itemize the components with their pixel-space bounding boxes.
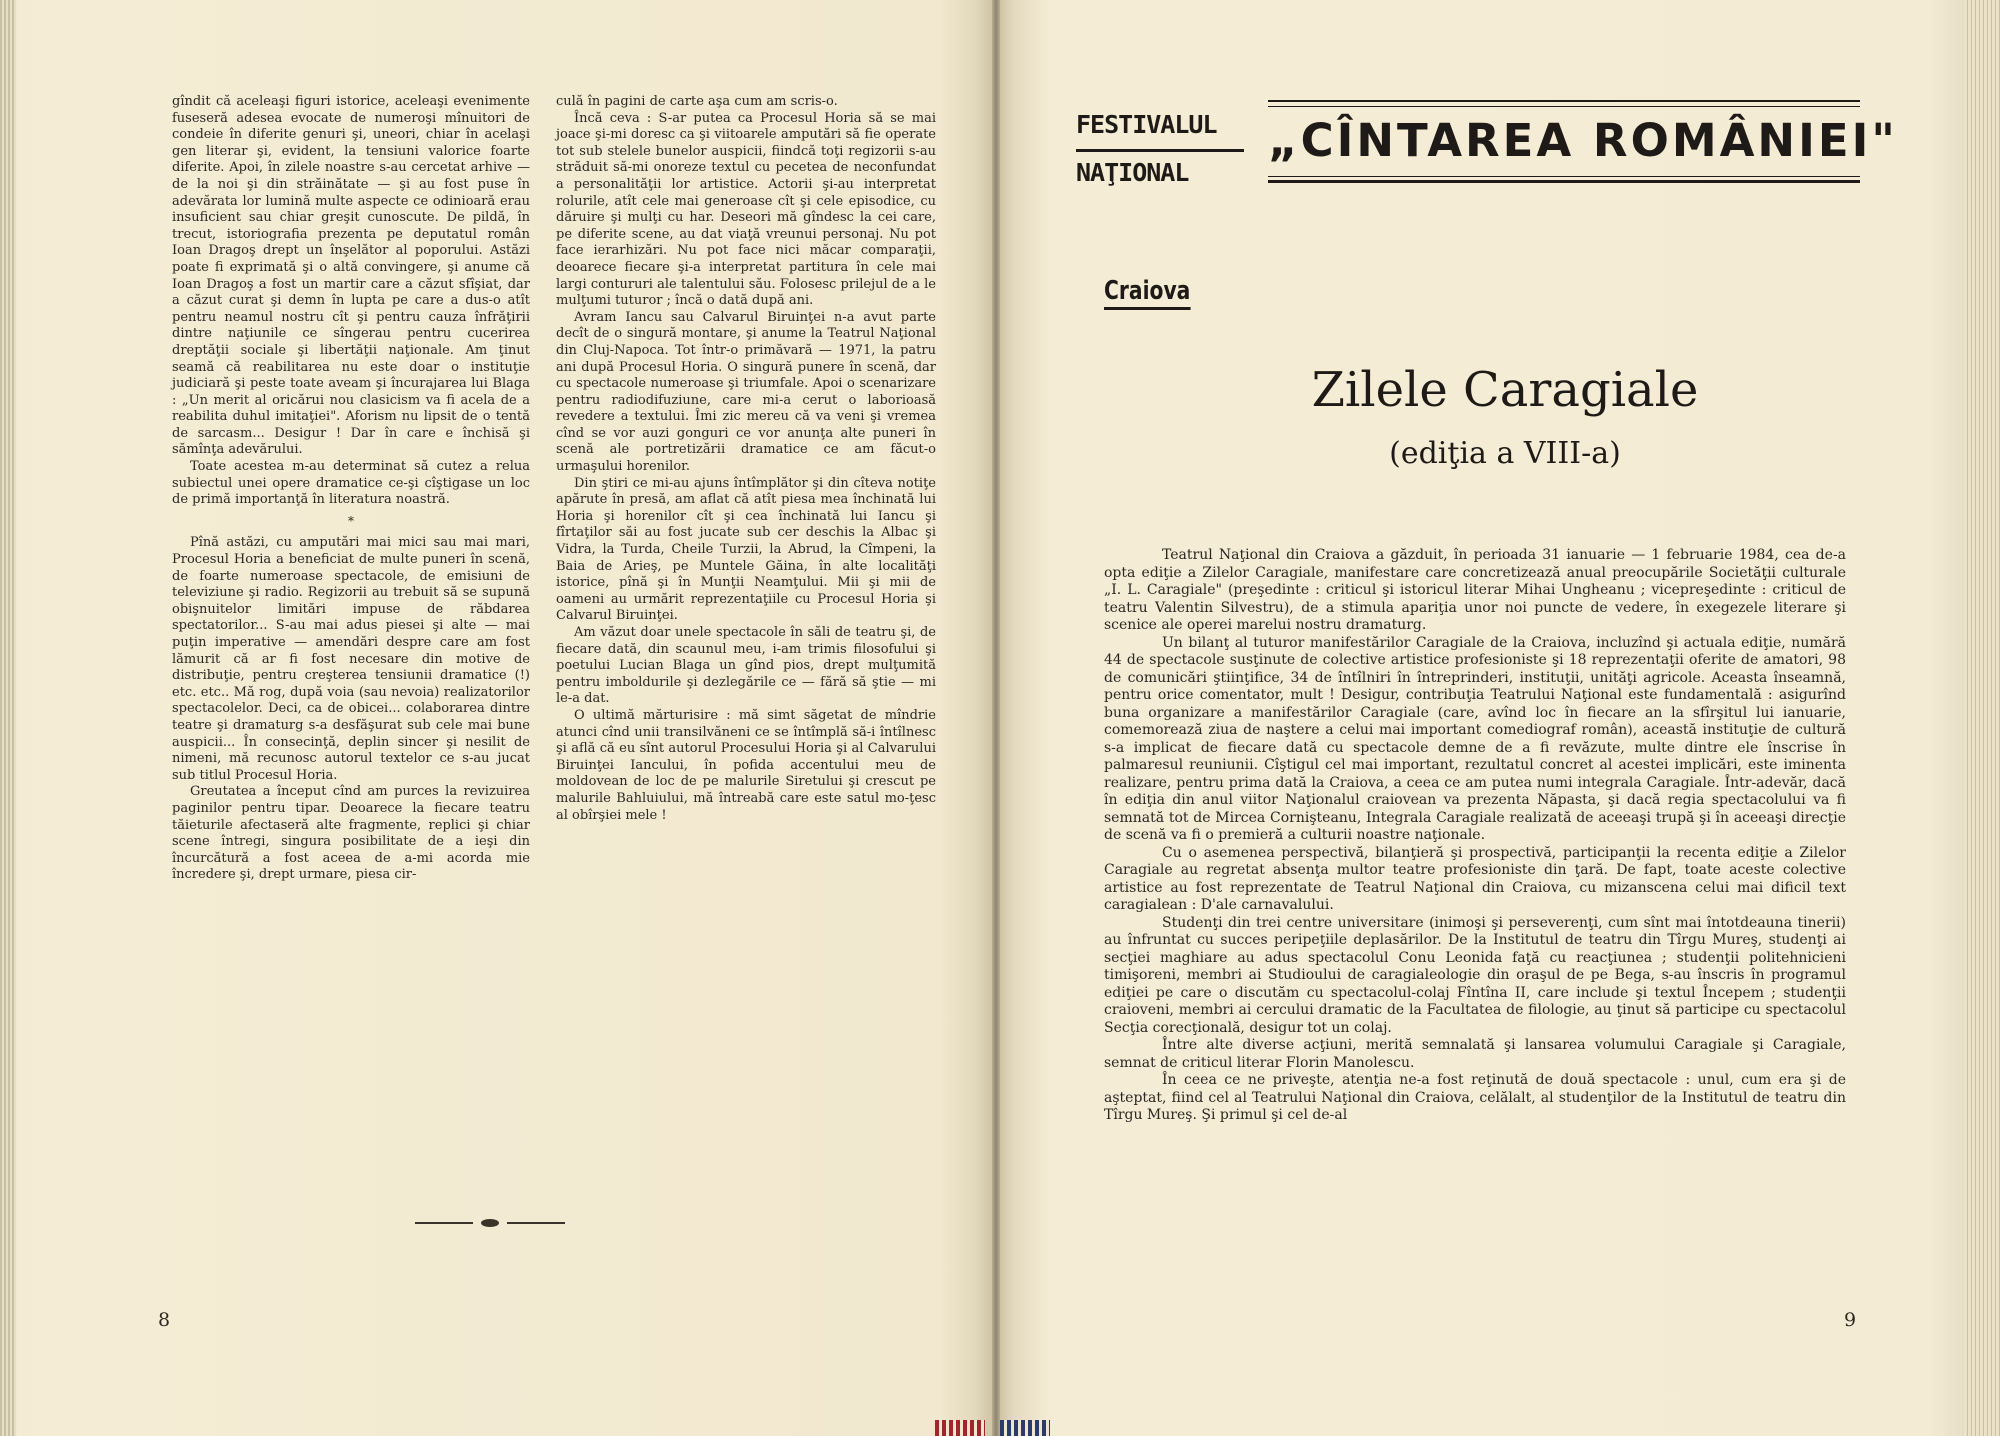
page-number: 9 [1844,1309,1857,1331]
banner-rule [1268,180,1860,183]
ornament-rule [415,1222,473,1224]
page-number: 8 [158,1309,171,1331]
banner-title: „CÎNTAREA ROMÂNIEI" [1268,114,1898,167]
festival-banner [1268,100,1898,190]
banner-rule [1268,176,1860,177]
paragraph: Pînă astăzi, cu amputări mai mici sau mai mari, Procesul Horia a beneficiat de multe puneri în scenă, de foarte numeroase spectacole, de emisiuni de televiziune şi radio. Regizorii au trebuit să se supună obişnuitelor limitări impuse de răbdarea spectatorilor... S-au mai adus piesei şi alte — mai puţin imperative — amendări despre care am fost lămurit că ar fi fost necesare din motive de distribuţie, pentru creşterea tensiunii dramatice (!) etc. etc.. Mă rog, după voia (sau nevoia) realizatorilor spectacolelor. Deci, ca de obicei... colaborarea dintre teatre şi dramaturg s-a desfăşurat sub cele mai bune auspicii... În consecinţă, deplin sincer şi nesilit de nimeni, mă recunosc autorul textelor ce s-au jucat sub titlul Procesul Horia. [172,535,530,783]
paragraph: culă în pagini de carte aşa cum am scris-o. [556,94,838,109]
spine-headband [935,1420,985,1436]
paragraph: Un bilanţ al tuturor manifestărilor Caragiale de la Craiova, incluzînd şi actuala ediţie, numără 44 de spectacole susţinute de colective artistice profesioniste şi 18 reprezentaţii oferite de amatori, 98 de comunicări ştiinţifice, 34 de întîlniri în întreprinderi, instituţii, unităţi agricole. Aceasta înseamnă, pentru orice comentator, mult ! Desigur, contribuţia Teatrului Naţional este fundamentală : asigurînd buna organizare a manifestărilor Caragiale (care, avînd loc în fiecare an la sfîrşitul lui ianuarie, comemorează ziua de naştere a celui mai important comediograf român), această instituţie de cultură s-a implicat de fiecare dată cu spectacole demne de a fi revăzute, multe dintre ele înscrise în palmaresul reuniunii. Cîştigul cel mai important, rezultatul concret al acestei implicări, este iminenta realizare, pentru prima dată la Craiova, a ceea ce am putea numi integrala Caragiale. Într-adevăr, dacă în ediţia din anul viitor Naţionalul craiovean va prezenta Năpasta, şi dacă regia spectacolului va fi semnată tot de Mircea Cornişteanu, Integrala Caragiale realizată de aceeaşi trupă şi în aceeaşi direcţie de scenă va fi o premieră a culturii noastre naţionale. [1104,634,1846,843]
spine-headband [1000,1420,1050,1436]
section-separator-star: * [348,513,354,528]
paragraph: Între alte diverse acţiuni, merită semnalată şi lansarea volumului Caragiale şi Caragiale, semnat de criticul literar Florin Manolescu. [1104,1037,1846,1071]
festival-line-1: FESTIVALUL [1076,110,1217,139]
article-subtitle: (ediţia a VIII-a) [1389,436,1621,471]
paragraph: Cu o asemenea perspectivă, bilanţieră şi prospectivă, participanţii la recenta ediţie a Zilelor Caragiale au regretat absenţa multor teatre profesioniste din ţară. De fapt, toate aceste colective artistice au fost reprezentate de Teatrul Naţional din Craiova, cu mizanscena celui mai dificil text caragialean : D'ale carnavalului. [1104,844,1846,913]
right-page [1000,0,1964,1436]
right-page-stack-edge [1964,0,2000,1436]
banner-rule [1268,106,1860,107]
paragraph: Din ştiri ce mi-au ajuns întîmplător şi din cîteva notiţe apărute în presă, am aflat că atît piesa mea închinată lui Horia şi horenilor cît şi cea închinată lui Iancu şi fîrtaţilor săi au fost jucate sub cer deschis la Albac şi Vidra, la Turda, Cheile Turzii, la Abrud, la Cîmpeni, la Baia de Arieş, pe Muntele Găina, în alte localităţi istorice, pînă şi în Munţii Neamţului. Mii şi mii de oameni au urmărit reprezentaţiile cu Procesul Horia şi Calvarul Biruinţei. [556,475,936,624]
end-ornament [415,1219,565,1227]
ornament-rule [507,1222,565,1224]
paragraph: În ceea ce ne priveşte, atenţia ne-a fost reţinută de două spectacole : unul, cum era şi de aşteptat, fiind cel al Teatrului Naţional din Craiova, celălalt, al studenţilor de la Institutul de teatru din Tîrgu Mureş. Şi primul şi cel de-al [1104,1072,1846,1123]
paragraph: Toate acestea m-au determinat să cutez a relua subiectul unei opere dramatice ce-şi cîştigase un loc de primă importanţă în literatura noastră. [172,459,530,508]
article-title: Zilele Caragiale [1311,362,1699,418]
article-body [1104,547,1846,1125]
festival-rule [1076,149,1244,152]
festival-label [1076,106,1244,192]
left-page-edge [0,0,16,1436]
book-gutter [992,0,1000,1436]
paragraph: Greutatea a început cînd am purces la revizuirea paginilor pentru tipar. Deoarece la fiecare teatru tăieturile afectaseră alte fragmente, replici şi chiar scene întregi, singura posibilitate de a ieşi din încurcătură a fost aceea de a-mi acorda mie încredere şi, drept urmare, piesa cir- [172,784,530,883]
paragraph: Am văzut doar unele spectacole în săli de teatru şi, de fiecare dată, din scaunul meu, i-am trimis filosofului şi poetului Lucian Blaga un gînd pios, drept mulţumită pentru imboldurile şi dezlegările ce — fără să ştie — mi le-a dat. [556,625,936,707]
left-column-b [556,94,936,824]
festival-line-2: NAŢIONAL [1076,158,1189,187]
paragraph: O ultimă mărturisire : mă simt săgetat de mîndrie atunci cînd unii transilvăneni ce se întîmplă să-i întîlnesc şi află că eu sînt autorul Procesului Horia şi al Calvarului Biruinţei Iancului, în pofida accentului meu de moldovean de loc de pe malurile Siretului şi crescut pe malurile Bahluiului, mă întreabă care este satul mo-ţesc al obîrşiei mele ! [556,707,936,823]
left-column-a [172,94,530,884]
paragraph: Încă ceva : S-ar putea ca Procesul Horia să se mai joace şi-mi doresc ca şi viitoarele amputări să fie operate tot sub stelele bunelor auspicii, fiindcă toţi regizorii s-au străduit să-mi onoreze textul cu pecetea de neconfundat a personalităţii lor artistice. Actorii şi-au interpretat rolurile, atît cele mai generoase cît şi cele episodice, cu dăruire şi mulţi cu har. Deseori mă gîndesc la cei care, pe diferite scene, au dat viaţă vreunui personaj. Nu pot face ierarhizări. Nu pot face nici măcar comparaţii, deoarece fiecare şi-a interpretat partitura în cele mai largi contururi ale talentului său. Folosesc prilejul de a le mulţumi tuturor ; încă o dată după ani. [556,110,936,309]
paragraph: Avram Iancu sau Calvarul Biruinţei n-a avut parte decît de o singură montare, şi anume la Teatrul Naţional din Cluj-Napoca. Tot într-o primăvară — 1971, la patru ani după Procesul Horia. O singură punere în scenă, dar cu spectacole numeroase şi triumfale. Apoi o scenarizare pentru radiodifuziune, care mi-a cerut o laborioasă revedere a textului. Îmi zic mereu că va veni şi vremea cînd se vor auzi gonguri ce vor anunţa alte puneri în scenă ale portretizării dramatice ce am făcut-o urmaşului horenilor. [556,309,936,475]
paragraph: Studenţi din trei centre universitare (inimoşi şi perseverenţi, cum sînt mai întotdeauna tinerii) au înfruntat cu succes peripeţiile deplasărilor. De la Institutul de teatru din Tîrgu Mureş, studenţi ai secţiei maghiare au adus spectacolul Conu Leonida faţă cu reacţiunea ; studenţii politehnicieni timişoreni, membri ai Studioului de caragialeologie din oraşul de pe Bega, s-au înscris în programul ediţiei pe care o discutăm cu spectacolul-colaj Fîntîna II, care include şi textul Începem ; studenţii craioveni, membri ai cercului dramatic de la Facultatea de filologie, au ţinut să participe cu spectacolul Secţia corecţională, desigur tot un colaj. [1104,914,1846,1036]
paragraph: Teatrul Naţional din Craiova a găzduit, în perioada 31 ianuarie — 1 februarie 1984, cea de-a opta ediţie a Zilelor Caragiale, manifestare care concretizează anual preocupările Societăţii culturale „I. L. Caragiale" (preşedinte : criticul şi istoricul literar Mihai Ungheanu ; vicepreşedinte : criticul de teatru Valentin Silvestru), de a stimula apariţia unor noi puncte de vedere, în exegezele literare şi scenice ale operei marelui nostru dramaturg. [1104,547,1846,633]
paragraph: gîndit că aceleaşi figuri istorice, aceleaşi evenimente fuseseră adesea evocate de numeroşi mînuitori de condeie în diferite genuri şi, uneori, chiar în acelaşi gen literar şi, evident, la tensiuni valorice foarte diferite. Apoi, în zilele noastre s-au cercetat arhive — de la noi şi din străinătate — şi au fost puse în adevărata lor lumină multe aspecte ce odinioară erau insuficient sau chiar greşit cunoscute. De pildă, în trecut, istoriografia prezenta pe deputatul român Ioan Dragoş drept un înşelător al poporului. Astăzi poate fi exprimată şi o altă convingere, şi anume că Ioan Dragoş a fost un martir care a căzut sfîşiat, dar a căzut curat şi demn în lupta pe care a dus-o atît pentru neamul nostru cît şi pentru cauza înfrăţirii dintre naţiunile ce sîngerau pentru cucerirea dreptăţii sociale şi libertăţii naţionale. Am ţinut seamă că reabilitarea nu este doar o instituţie judiciară şi peste toate aveam şi încurajarea lui Blaga : „Un merit al oricărui nou clasicism va fi acela de a reabilita duhul imitaţiei". Aforism nu lipsit de o tentă de sarcasm... Desigur ! Dar în care e închisă şi sămînţa adevărului. [172,94,530,458]
left-page [0,0,992,1436]
banner-rule [1268,100,1860,102]
ornament-dot [481,1219,499,1227]
city-heading: Craiova [1104,276,1190,310]
